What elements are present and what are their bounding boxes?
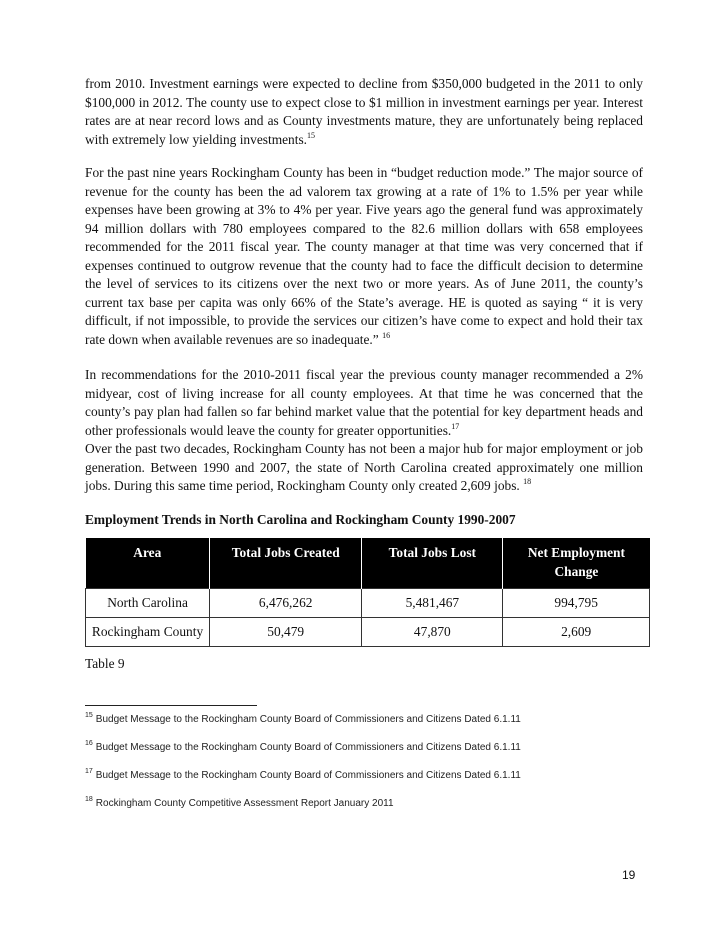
paragraph-text: from 2010. Investment earnings were expected to decline from $350,000 budgeted in the 2011 to only $100,000 in 2012. The county use to expect close to $1 million in investment earnings per year. Interest rates are at near record lows and as County investments mature, they are unfortunately being replaced with extremely low yielding investments.	[85, 76, 643, 147]
footnote-ref-18[interactable]: 18	[523, 477, 532, 486]
table-cell-net-change: 2,609	[503, 618, 650, 647]
paragraph-budget-reduction	[85, 164, 643, 349]
paragraph-job-generation	[85, 440, 643, 496]
paragraph-text: For the past nine years Rockingham County has been in “budget reduction mode.” The major source of revenue for the county has been the ad valorem tax growing at a rate of 1% to 1.5% per year while expenses have been growing at 3% to 4% per year. Five years ago the general fund was approximately 94 million dollars with 780 employees compared to the 82.6 million dollars with 658 employees recommended for the 2011 fiscal year. The county manager at that time was very concerned that if expenses continued to outgrow revenue that the county had to face the difficult decision to determine the level of services to its citizens over the next two or more years. As of June 2011, the county’s current tax base per capita was only 66% of the State’s average. HE is quoted as saying “ it is very difficult, if not impossible, to provide the services our citizen’s have come to expect and hold their tax rate down when available revenues are so inadequate.”	[85, 165, 643, 347]
footnote-16	[85, 742, 521, 753]
employment-trends-table	[85, 538, 650, 647]
table-cell-jobs-created: 6,476,262	[210, 589, 362, 618]
table-cell-area: Rockingham County	[86, 618, 210, 647]
column-header-jobs-lost: Total Jobs Lost	[362, 538, 503, 589]
table-row	[86, 618, 650, 647]
table-cell-jobs-lost: 5,481,467	[362, 589, 503, 618]
footnote-text: Budget Message to the Rockingham County Board of Commissioners and Citizens Dated 6.1.11	[95, 742, 521, 753]
table-cell-net-change: 994,795	[503, 589, 650, 618]
column-header-area: Area	[86, 538, 210, 589]
table-row	[86, 589, 650, 618]
footnote-text: Budget Message to the Rockingham County Board of Commissioners and Citizens Dated 6.1.11	[95, 714, 521, 725]
paragraph-cost-of-living	[85, 366, 643, 440]
paragraph-text: Over the past two decades, Rockingham County has not been a major hub for major employment or job generation. Between 1990 and 2007, the state of North Carolina created approximately one million jobs. During this same time period, Rockingham County only created 2,609 jobs.	[85, 441, 643, 493]
paragraph-investment-earnings	[85, 75, 643, 149]
footnote-15	[85, 714, 521, 725]
footnote-number: 15	[85, 712, 93, 719]
table-cell-jobs-created: 50,479	[210, 618, 362, 647]
column-header-net-change: Net Employment Change	[503, 538, 650, 589]
footnote-ref-17[interactable]: 17	[451, 421, 460, 431]
table-cell-jobs-lost: 47,870	[362, 618, 503, 647]
column-header-jobs-created: Total Jobs Created	[210, 538, 362, 589]
footnote-number: 18	[85, 796, 93, 803]
footnote-18	[85, 798, 394, 809]
footnote-ref-15[interactable]: 15	[307, 130, 316, 140]
footnote-number: 16	[85, 740, 93, 747]
table-title: Employment Trends in North Carolina and Rockingham County 1990-2007	[85, 512, 516, 527]
footnote-number: 17	[85, 768, 93, 775]
footnote-text: Budget Message to the Rockingham County Board of Commissioners and Citizens Dated 6.1.11	[95, 770, 521, 781]
footnote-divider	[85, 705, 257, 706]
table-header-row	[86, 538, 650, 589]
footnote-text: Rockingham County Competitive Assessment Report January 2011	[95, 798, 394, 809]
table-caption: Table 9	[85, 656, 125, 671]
page-number: 19	[622, 868, 636, 882]
footnote-17	[85, 770, 521, 781]
paragraph-text: In recommendations for the 2010-2011 fiscal year the previous county manager recommended a 2% midyear, cost of living increase for all county employees. At that time he was concerned that the county’s pay plan had fallen so far behind market value that the potential for key department heads and other professionals would leave the county for greater opportunities.	[85, 367, 643, 438]
table-cell-area: North Carolina	[86, 589, 210, 618]
footnote-ref-16[interactable]: 16	[382, 330, 391, 340]
